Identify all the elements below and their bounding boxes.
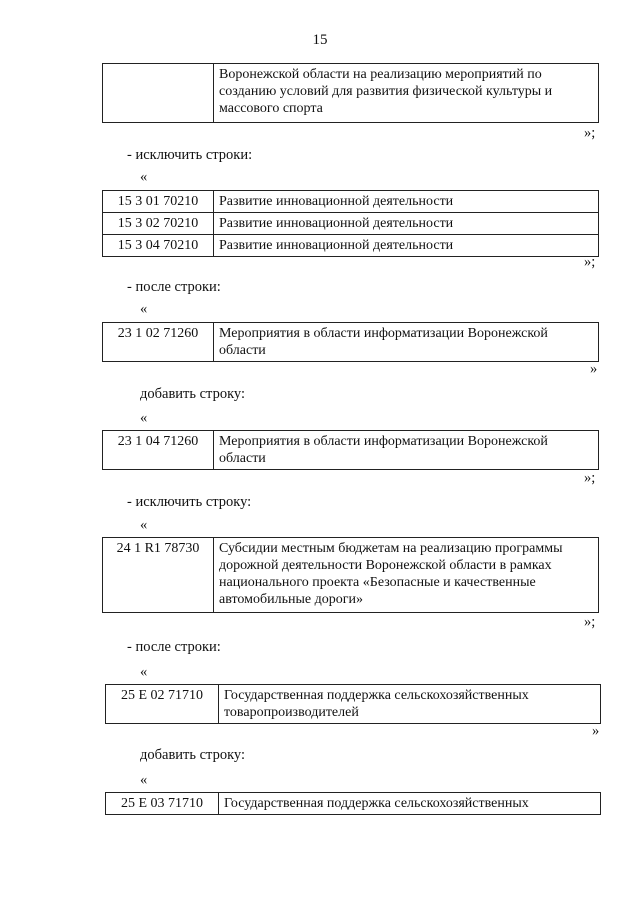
table-row [103, 64, 599, 123]
table-row [103, 191, 599, 213]
table-exclude-row [102, 537, 599, 613]
instruction-text: - после строки: [127, 279, 221, 295]
row-code: 23 1 02 71260 [103, 323, 214, 362]
closing-quote: » [592, 723, 600, 739]
row-code: 24 1 R1 78730 [103, 538, 214, 613]
table-add-row [102, 430, 599, 470]
opening-quote: « [140, 301, 148, 317]
instruction-text: - после строки: [127, 639, 221, 655]
table-after-row [105, 684, 601, 724]
row-text: Воронежской области на реализацию мероприятий по созданию условий для развития физической культуры и массового спорта [214, 64, 599, 123]
closing-quote: »; [584, 125, 596, 141]
opening-quote: « [140, 772, 148, 788]
table-add-row [105, 792, 601, 815]
row-text: Государственная поддержка сельскохозяйственных [219, 793, 601, 815]
instruction-text: - исключить строку: [127, 494, 252, 510]
row-code: 25 Е 03 71710 [106, 793, 219, 815]
row-text: Развитие инновационной деятельности [214, 235, 599, 257]
table-row [106, 793, 601, 815]
row-text: Мероприятия в области информатизации Воронежской области [214, 323, 599, 362]
opening-quote: « [140, 410, 148, 426]
table-row [103, 538, 599, 613]
table-continuation [102, 63, 599, 123]
closing-quote: » [590, 361, 598, 377]
row-code: 15 3 04 70210 [103, 235, 214, 257]
row-code [103, 64, 214, 123]
row-text: Субсидии местным бюджетам на реализацию программы дорожной деятельности Воронежской области в рамках национального проекта «Безопасные и качественные автомобильные дороги» [214, 538, 599, 613]
page-number: 15 [312, 32, 328, 48]
table-row [103, 213, 599, 235]
closing-quote: »; [584, 614, 596, 630]
row-text: Государственная поддержка сельскохозяйственных товаропроизводителей [219, 685, 601, 724]
table-row [103, 431, 599, 470]
row-text: Мероприятия в области информатизации Воронежской области [214, 431, 599, 470]
row-text: Развитие инновационной деятельности [214, 191, 599, 213]
table-after-row [102, 322, 599, 362]
table-row [103, 323, 599, 362]
closing-quote: »; [584, 470, 596, 486]
table-row [106, 685, 601, 724]
instruction-text: - исключить строки: [127, 147, 253, 163]
table-row [103, 235, 599, 257]
instruction-text: добавить строку: [140, 747, 245, 763]
table-exclude-rows [102, 190, 599, 257]
row-code: 25 Е 02 71710 [106, 685, 219, 724]
row-code: 23 1 04 71260 [103, 431, 214, 470]
row-code: 15 3 01 70210 [103, 191, 214, 213]
row-text: Развитие инновационной деятельности [214, 213, 599, 235]
opening-quote: « [140, 664, 148, 680]
row-code: 15 3 02 70210 [103, 213, 214, 235]
closing-quote: »; [584, 254, 596, 270]
instruction-text: добавить строку: [140, 386, 245, 402]
opening-quote: « [140, 517, 148, 533]
opening-quote: « [140, 169, 148, 185]
